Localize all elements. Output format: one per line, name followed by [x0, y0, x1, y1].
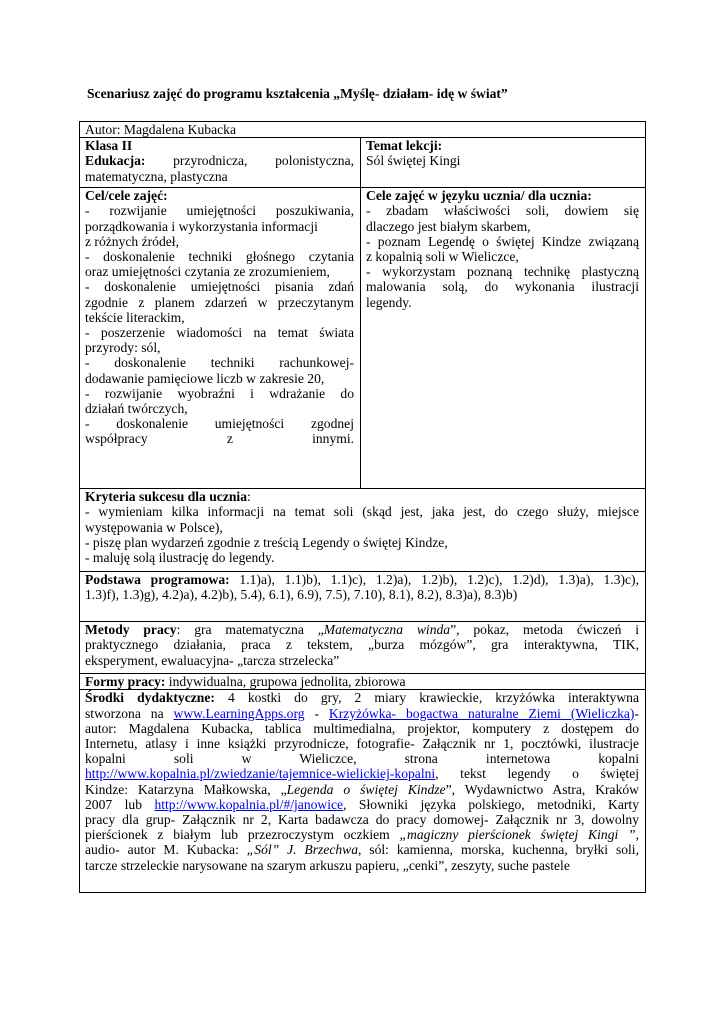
goal-line: zgodnie z planem zdarzeń w przeczytanym	[85, 294, 354, 310]
goal-line: - rozwijanie umiejętności poszukiwania,	[85, 203, 354, 219]
student-goal-line: - zbadam właściwości soli, dowiem się	[366, 203, 639, 219]
goal-line: - doskonalenie techniki głośnego czytania	[85, 249, 354, 265]
student-goal-line: - poznam Legendę o świętej Kindze związaną	[366, 233, 639, 249]
goal-line: dodawanie pamięciowe liczb w zakresie 20,	[85, 370, 325, 386]
poem-title: „Sól” J. Brzechwa	[246, 842, 359, 858]
student-goals-label: Cele zajęć w języku ucznia/ dla ucznia:	[366, 188, 592, 204]
goal-line: przyrody: sól,	[85, 340, 161, 356]
goal-line: z różnych źródeł,	[85, 233, 179, 249]
goal-line: oraz umiejętności czytania ze zrozumieniem,	[85, 264, 330, 280]
materials-text: , sól: kamienna, morska, kuchenna, bryłki soli,	[358, 842, 639, 858]
class-label: Klasa II	[85, 138, 133, 154]
materials-text: ,	[635, 827, 639, 843]
criteria-colon: :	[247, 489, 251, 505]
goal-line: - doskonalenie techniki rachunkowej-	[85, 355, 354, 371]
goal-line: - rozwijanie wyobraźni i wdrażanie do	[85, 385, 354, 401]
goal-line: - poszerzenie wiadomości na temat świata	[85, 325, 354, 341]
mine-secrets-link[interactable]: http://www.kopalnia.pl/zwiedzanie/tajemnice-wielickiej-kopalni	[85, 766, 436, 782]
methods-line-3: eksperyment, ewaluacyjna- „tarcza strzelecka”	[85, 652, 340, 668]
student-goal-line: - wykorzystam poznaną technikę plastyczną	[366, 264, 639, 280]
lesson-plan-table	[79, 121, 646, 893]
materials-text: ”, Wydawnictwo Astra, Kraków	[445, 781, 639, 797]
goal-line: współpracy z innymi.	[85, 431, 354, 447]
materials-cell	[80, 690, 646, 893]
learningapps-link[interactable]: www.LearningApps.org	[173, 705, 305, 721]
goals-cell	[80, 188, 361, 489]
materials-text: 2007 lub	[85, 796, 155, 812]
materials-text: kopalni soli w Wieliczce, strona internetowa kopalni	[85, 751, 639, 767]
forms-value: indywidualna, grupowa jednolita, zbiorowa	[165, 674, 406, 690]
student-goal-line: malowania solą, do wykonania ilustracji	[366, 279, 639, 295]
methods-game-title: Matematyczna winda	[323, 622, 451, 638]
curriculum-label: Podstawa programowa:	[85, 572, 230, 588]
curriculum-cell	[80, 572, 646, 622]
magic-ring-title: „magiczny pierścionek świętej Kingi ”	[399, 827, 636, 843]
materials-text: Internetu, atlasy i inne książki przyrodnicze, fotografie- Załącznik nr 1, pocztówki, ilustracje	[85, 736, 639, 752]
goal-line: - doskonalenie umiejętności pisania zdań	[85, 279, 354, 295]
materials-text: -	[634, 705, 639, 721]
methods-cell	[80, 622, 646, 674]
class-cell	[80, 138, 361, 188]
materials-text: audio- autor M. Kubacka:	[85, 842, 247, 858]
criteria-label: Kryteria sukcesu dla ucznia	[85, 489, 247, 505]
topic-label: Temat lekcji:	[366, 138, 443, 154]
materials-text: , Słowniki języka polskiego, metodniki, Karty	[343, 796, 640, 812]
curriculum-line-2: 1.3)f), 1.3)g), 4.2)a), 4.2)b), 5.4), 6.1), 6.9), 7.5), 7.10), 8.1), 8.2), 8.3)a), 8.3)b)	[85, 587, 518, 603]
education-label: Edukacja:	[85, 153, 146, 169]
criteria-line: - wymieniam kilka informacji na temat soli (skąd jest, jaka jest, do czego służy, miejsce	[85, 504, 639, 520]
goals-label: Cel/cele zajęć:	[85, 188, 168, 204]
methods-text: ”, pokaz, metoda ćwiczeń i	[450, 622, 640, 638]
topic-cell	[361, 138, 646, 188]
student-goal-line: z kopalnią soli w Wieliczce,	[366, 249, 519, 265]
materials-text: pracy dla grup- Załącznik nr 2, Karta badawcza do pracy domowej- Załącznik nr 3, dowolny	[85, 812, 639, 828]
goal-line: tekście literackim,	[85, 309, 185, 325]
criteria-line: - maluję solą ilustrację do legendy.	[85, 550, 275, 566]
topic-value: Sól świętej Kingi	[366, 153, 461, 169]
materials-text: -	[304, 705, 329, 721]
education-value-1: przyrodnicza, polonistyczna,	[145, 153, 354, 169]
materials-text: stworzona na	[85, 705, 174, 721]
materials-text: 4 kostki do gry, 2 miary krawieckie, krzyżówka interaktywna	[214, 690, 639, 706]
document-title: Scenariusz zajęć do programu kształcenia „Myślę- działam- idę w świat”	[87, 86, 508, 101]
forms-cell	[80, 674, 646, 690]
materials-text: pierścionek z białym lub przezroczystym oczkiem	[85, 827, 400, 843]
materials-text: autor: Magdalena Kubacka, tablica multimedialna, projektor, komputery z dostępem do	[85, 720, 639, 736]
janowice-link[interactable]: http://www.kopalnia.pl/#/janowice	[154, 796, 344, 812]
materials-label: Środki dydaktyczne:	[85, 690, 215, 706]
methods-line-2: praktycznego działania, praca z tekstem, „burza mózgów”, gra interaktywna, TIK,	[85, 637, 639, 653]
methods-text: : gra matematyczna „	[176, 622, 324, 638]
student-goals-cell	[361, 188, 646, 489]
goal-line: - doskonalenie umiejętności zgodnej	[85, 416, 354, 432]
goal-line: działań twórczych,	[85, 401, 188, 417]
materials-text: tarcze strzeleckie narysowane na szarym arkuszu papieru, „cenki”, zeszyty, suche pastele	[85, 857, 570, 873]
student-goal-line: dlaczego jest białym skarbem,	[366, 218, 531, 234]
criteria-line: - piszę plan wydarzeń zgodnie z treścią Legendy o świętej Kindze,	[85, 534, 448, 550]
crossword-link[interactable]: Krzyżówka- bogactwa naturalne Ziemi (Wieliczka)	[328, 705, 635, 721]
materials-text: , tekst legendy o świętej	[435, 766, 639, 782]
curriculum-line-1: 1.1)a), 1.1)b), 1.1)c), 1.2)a), 1.2)b), 1.2)c), 1.2)d), 1.3)a), 1.3)c),	[229, 572, 639, 588]
author: Autor: Magdalena Kubacka	[85, 122, 236, 137]
methods-label: Metody pracy	[85, 622, 177, 638]
materials-text: Kindze: Katarzyna Małkowska, „	[85, 781, 287, 797]
forms-label: Formy pracy:	[85, 674, 166, 690]
education-value-2: matematyczna, plastyczna	[85, 168, 228, 184]
legend-book-title: Legenda o świętej Kindze	[286, 781, 446, 797]
success-criteria-cell	[80, 489, 646, 572]
criteria-line: występowania w Polsce),	[85, 519, 223, 535]
author-cell	[80, 122, 646, 138]
student-goal-line: legendy.	[366, 294, 412, 310]
goal-line: porządkowania i wykorzystania informacji	[85, 218, 318, 234]
